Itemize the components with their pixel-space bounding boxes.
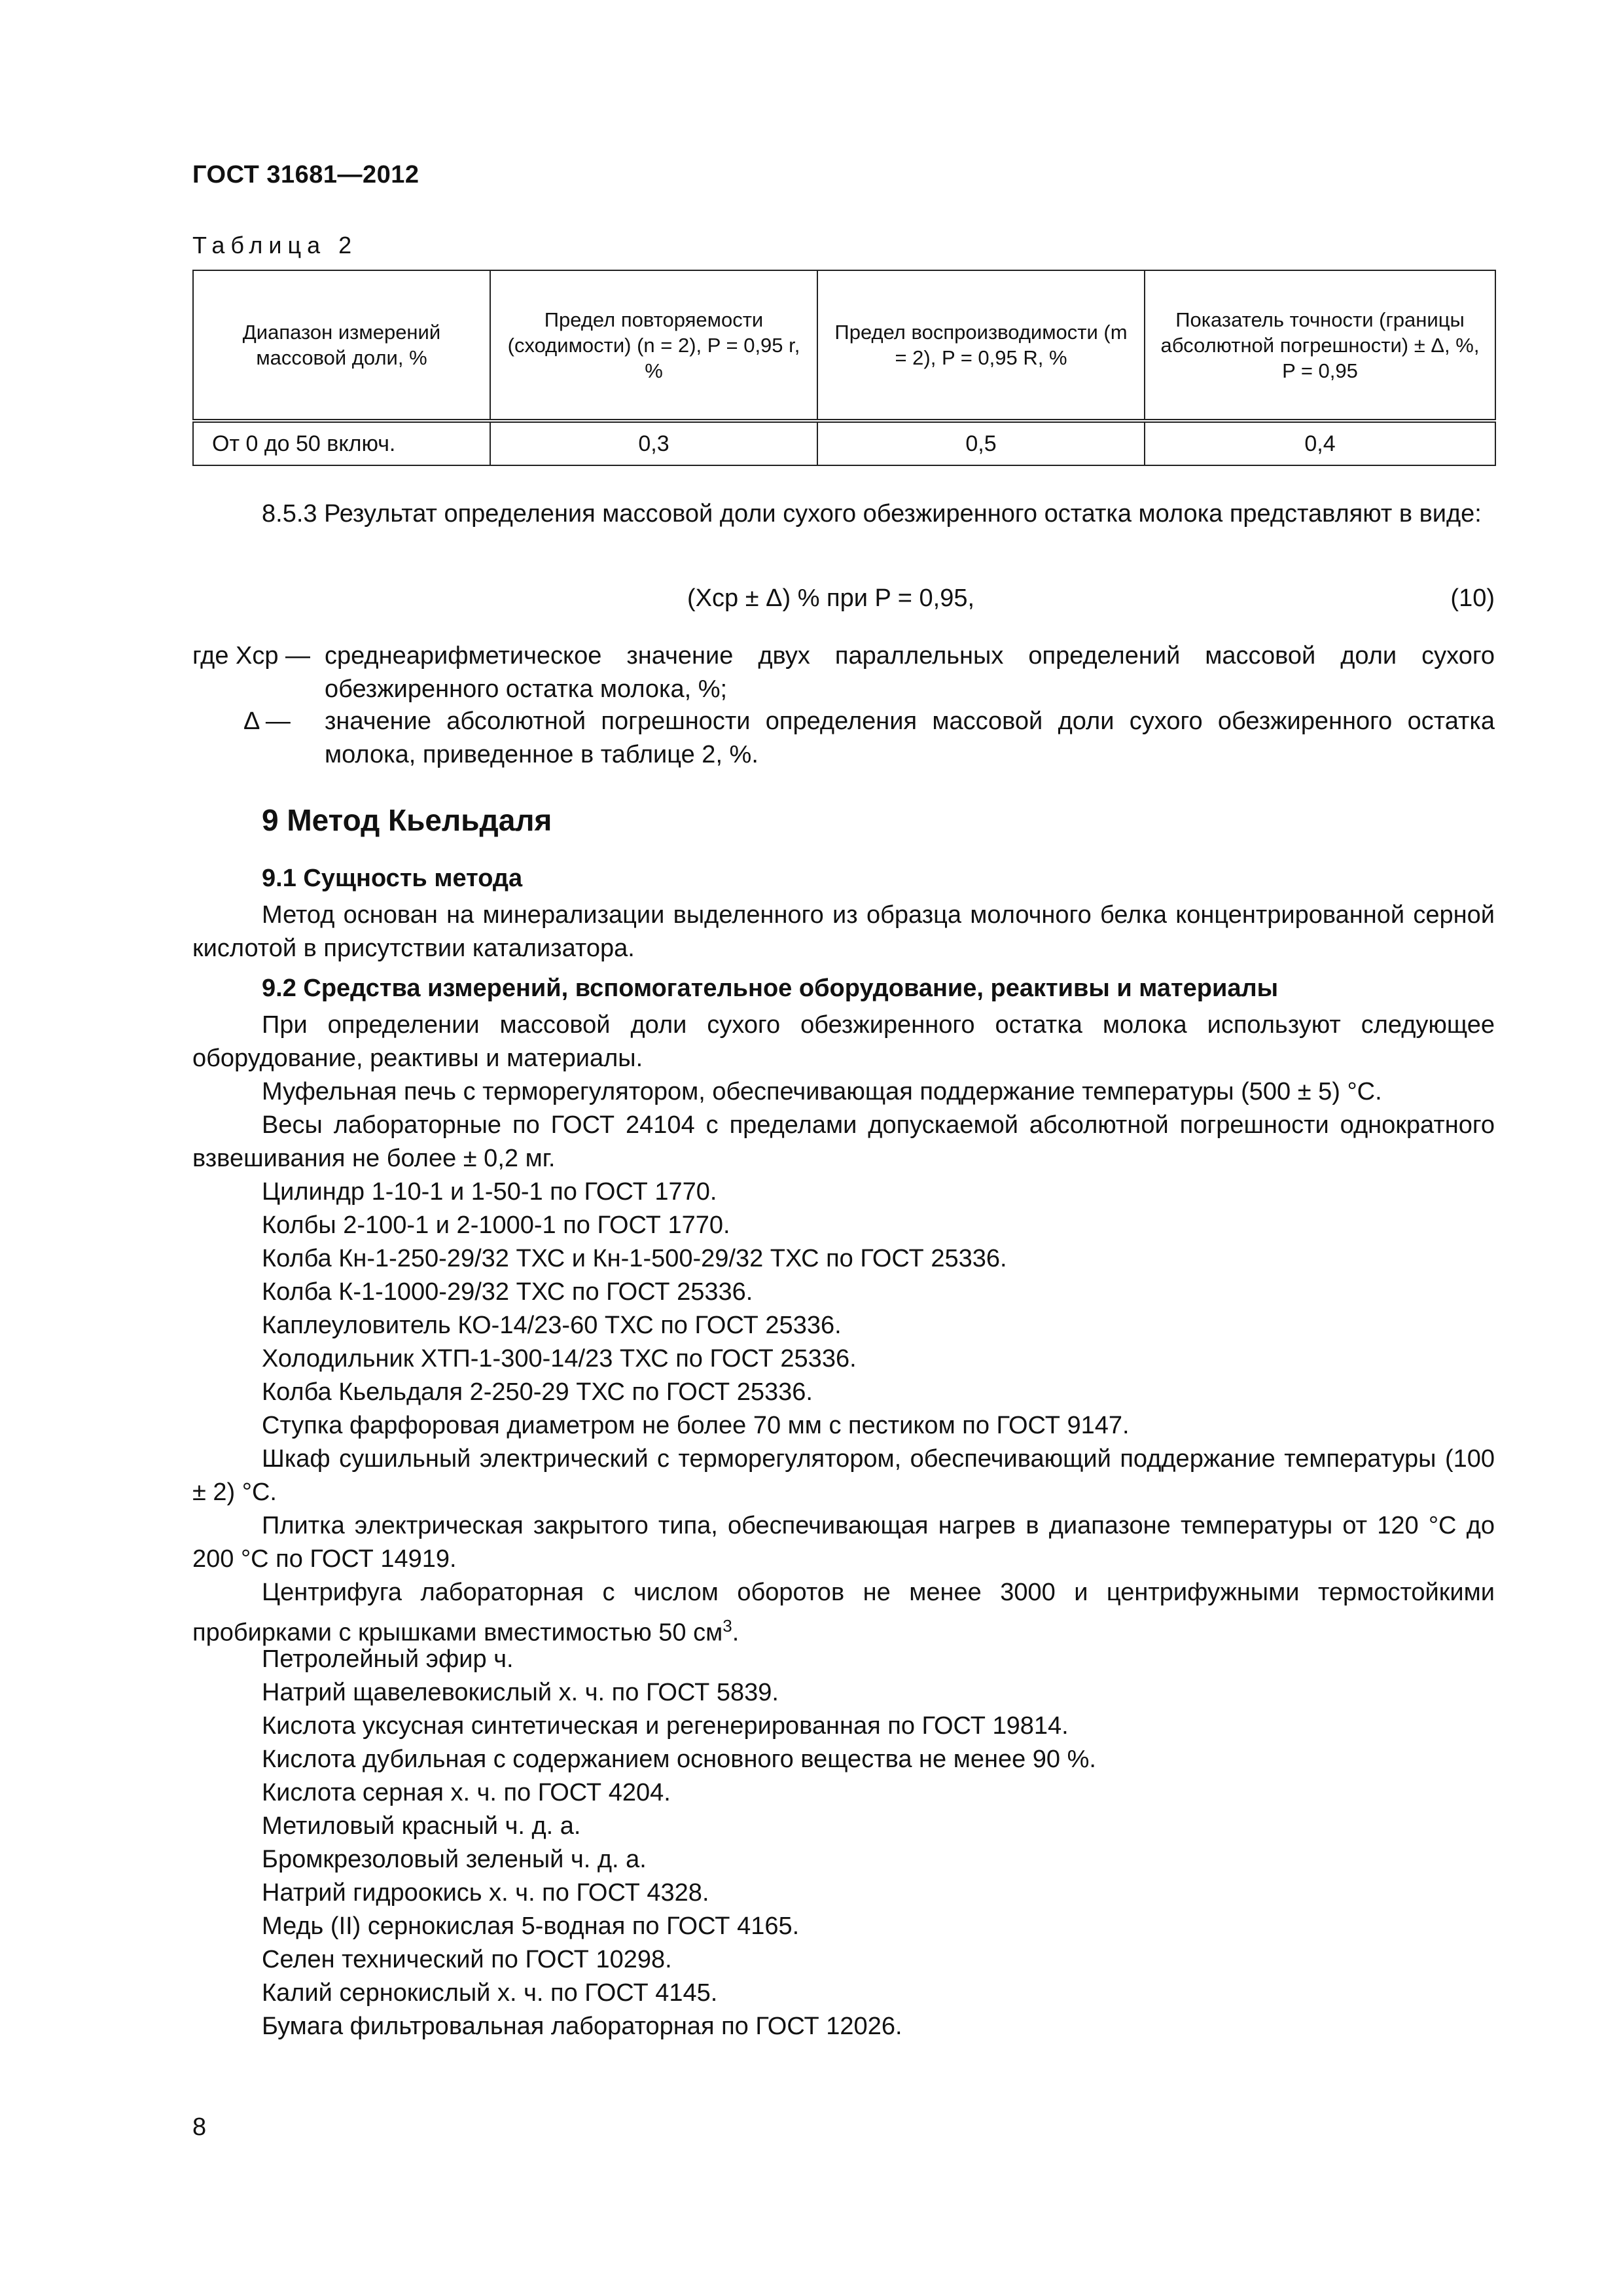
clause-8-5-3: 8.5.3 Результат определения массовой доли сухого обезжиренного остатка молока представляют в виде: bbox=[262, 500, 1482, 528]
table-row bbox=[193, 421, 1495, 465]
list-item: Бромкрезоловый зеленый ч. д. а. bbox=[262, 1846, 647, 1873]
table-caption: Таблица 2 bbox=[192, 232, 358, 259]
list-item: Натрий гидроокись х. ч. по ГОСТ 4328. bbox=[262, 1879, 709, 1907]
paragraph: Метод основан на минерализации выделенного из образца молочного белка концентрированной серной кислотой в присутствии катализатора. bbox=[192, 901, 1495, 962]
where-term: где Xср — bbox=[192, 642, 311, 670]
paragraph: Муфельная печь с терморегулятором, обеспечивающая поддержание температуры (500 ± 5) °С. bbox=[262, 1078, 1382, 1105]
document-header: ГОСТ 31681—2012 bbox=[192, 161, 419, 188]
table-header-cell: Диапазон измерений массовой доли, % bbox=[193, 270, 490, 421]
subsection-title: 9.1 Сущность метода bbox=[262, 865, 523, 892]
section-title: 9 Метод Кьельдаля bbox=[262, 803, 552, 837]
list-item: Каплеуловитель КО-14/23-60 ТХС по ГОСТ 25336. bbox=[262, 1312, 842, 1339]
list-item: Натрий щавелевокислый х. ч. по ГОСТ 5839. bbox=[262, 1679, 779, 1706]
list-item: Калий сернокислый х. ч. по ГОСТ 4145. bbox=[262, 1979, 718, 2007]
table-cell: От 0 до 50 включ. bbox=[193, 421, 490, 465]
paragraph: Весы лабораторные по ГОСТ 24104 с пределами допускаемой абсолютной погрешности однократного взвешивания не более ± 0,2 мг. bbox=[192, 1111, 1495, 1172]
list-item: Кислота дубильная с содержанием основного вещества не менее 90 %. bbox=[262, 1746, 1096, 1773]
sentence-end: . bbox=[732, 1619, 740, 1647]
list-item: Медь (II) сернокислая 5-водная по ГОСТ 4165. bbox=[262, 1912, 800, 1940]
table-header-row bbox=[193, 270, 1495, 421]
page-number: 8 bbox=[192, 2113, 207, 2141]
list-item: Кислота серная х. ч. по ГОСТ 4204. bbox=[262, 1779, 671, 1806]
list-item: Колба К-1-1000-29/32 ТХС по ГОСТ 25336. bbox=[262, 1278, 753, 1306]
table-cell: 0,3 bbox=[490, 421, 817, 465]
list-item: Цилиндр 1-10-1 и 1-50-1 по ГОСТ 1770. bbox=[262, 1178, 717, 1206]
table-header-cell: Показатель точности (границы абсолютной погрешности) ± Δ, %, P = 0,95 bbox=[1145, 270, 1495, 421]
paragraph: Шкаф сушильный электрический с терморегулятором, обеспечивающий поддержание температуры (100 ± 2) °С. bbox=[192, 1445, 1495, 1506]
paragraph bbox=[192, 1576, 1495, 1650]
table-cell: 0,5 bbox=[817, 421, 1145, 465]
table-header-cell: Предел воспроизводимости (m = 2), P = 0,95 R, % bbox=[817, 270, 1145, 421]
where-row bbox=[0, 639, 1623, 711]
table-cell: 0,4 bbox=[1145, 421, 1495, 465]
formula-number: (10) bbox=[1450, 584, 1495, 612]
list-item: Метиловый красный ч. д. а. bbox=[262, 1812, 581, 1840]
list-item: Колба Кьельдаля 2-250-29 ТХС по ГОСТ 25336. bbox=[262, 1378, 813, 1406]
formula: (Xср ± Δ) % при P = 0,95, bbox=[687, 584, 975, 612]
centrifuge-text: Центрифуга лабораторная с числом оборотов не менее 3000 и центрифужными термостойкими пробирками с крышками вместимостью 50 см bbox=[192, 1579, 1495, 1647]
superscript: 3 bbox=[722, 1616, 732, 1636]
list-item: Селен технический по ГОСТ 10298. bbox=[262, 1946, 672, 1973]
table-2 bbox=[192, 270, 1496, 466]
list-item: Ступка фарфоровая диаметром не более 70 мм с пестиком по ГОСТ 9147. bbox=[262, 1412, 1130, 1439]
where-definition: среднеарифметическое значение двух параллельных определений массовой доли сухого обезжиренного остатка молока, %; bbox=[325, 642, 1495, 703]
list-item: Петролейный эфир ч. bbox=[262, 1645, 514, 1673]
subsection-title: 9.2 Средства измерений, вспомогательное оборудование, реактивы и материалы bbox=[262, 975, 1279, 1002]
list-item: Кислота уксусная синтетическая и регенерированная по ГОСТ 19814. bbox=[262, 1712, 1069, 1740]
paragraph: При определении массовой доли сухого обезжиренного остатка молока используют следующее оборудование, реактивы и материалы. bbox=[192, 1011, 1495, 1072]
where-definition: значение абсолютной погрешности определения массовой доли сухого обезжиренного остатка молока, приведенное в таблице 2, %. bbox=[325, 708, 1495, 768]
where-row bbox=[0, 705, 1623, 777]
list-item: Холодильник ХТП-1-300-14/23 ТХС по ГОСТ 25336. bbox=[262, 1345, 857, 1372]
where-term: Δ — bbox=[243, 708, 291, 735]
paragraph: Плитка электрическая закрытого типа, обеспечивающая нагрев в диапазоне температуры от 120 °С до 200 °С по ГОСТ 14919. bbox=[192, 1512, 1495, 1573]
list-item: Бумага фильтровальная лабораторная по ГОСТ 12026. bbox=[262, 2013, 902, 2040]
list-item: Колба Кн-1-250-29/32 ТХС и Кн-1-500-29/32 ТХС по ГОСТ 25336. bbox=[262, 1245, 1007, 1272]
list-item: Колбы 2-100-1 и 2-1000-1 по ГОСТ 1770. bbox=[262, 1211, 730, 1239]
table-header-cell: Предел повторяемости (сходимости) (n = 2), P = 0,95 r, % bbox=[490, 270, 817, 421]
